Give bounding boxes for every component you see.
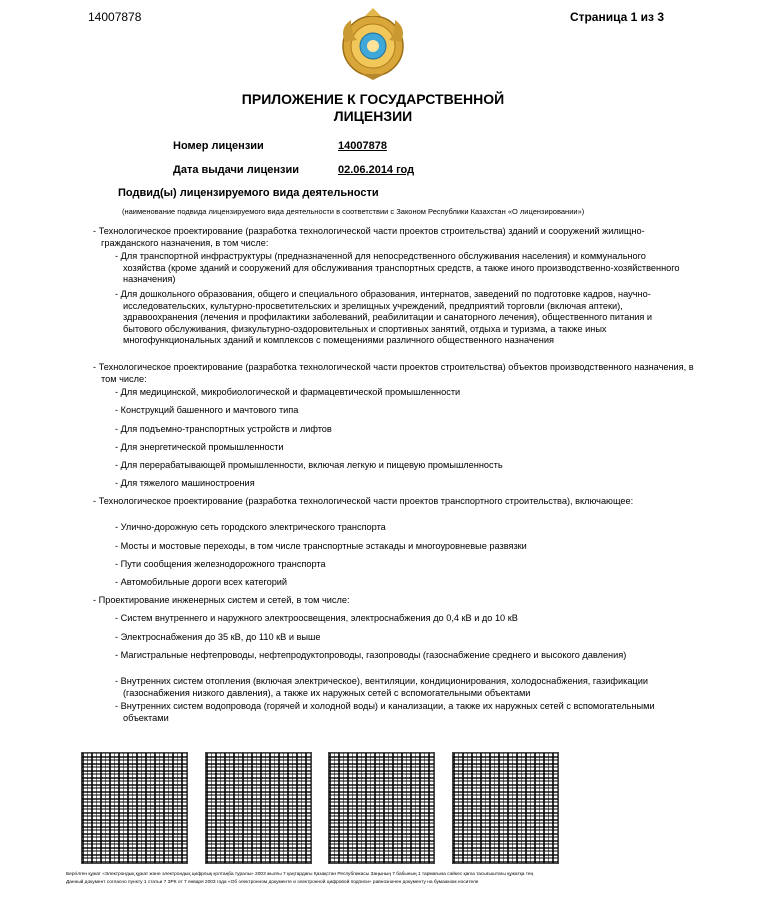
list-item: - Технологическое проектирование (разработка технологической части проектов строительства) объектов производственного назначения, в том числе: [93,362,694,384]
list-item: - Технологическое проектирование (разработка технологической части проектов строительства) зданий и сооружений жилищно-гражданского назначения, в том числе: [93,226,645,248]
list-item: - Технологическое проектирование (разработка технологической части проектов транспортного строительства), включающее: [93,496,634,506]
footer-line-russian: Данный документ согласно пункту 1 статьи 7 ЗРК от 7 января 2003 года «Об электронном документе и электронной цифровой подписи» равнозначен документу на бумажном носителе [66,880,479,885]
qr-code-icon [328,752,435,864]
list-item: - Проектирование инженерных систем и сетей, в том числе: [93,595,350,605]
list-item: - Внутренних систем отопления (включая электрическое), вентиляции, кондиционирования, холодоснабжения, газификации (газоснабжения низкого давления), а также их наружных сетей с вспомогательными объектами [115,676,648,698]
list-item: - Для медицинской, микробиологической и фармацевтической промышленности [115,387,461,397]
license-number-value: 14007878 [338,140,387,152]
qr-code-icon [452,752,559,864]
qr-code-icon [205,752,312,864]
list-item: - Улично-дорожную сеть городского электрического транспорта [115,522,386,532]
list-item: - Систем внутреннего и наружного электроосвещения, электроснабжения до 0,4 кВ и до 10 кВ [115,613,518,623]
title-line-1: ПРИЛОЖЕНИЕ К ГОСУДАРСТВЕННОЙ [241,91,505,107]
list-item: - Для транспортной инфраструктуры (предназначенной для непосредственного обслуживания населения) и коммунального хозяйства (кроме зданий и сооружений для обслуживания транспортных средств, а также иного производственно-хозяйственного назначения) [115,251,680,285]
license-number-label: Номер лицензии [173,140,264,152]
list-item: - Электроснабжения до 35 кВ, до 110 кВ и выше [115,632,321,642]
document-title [0,91,746,125]
list-item: - Для дошкольного образования, общего и специального образования, интернатов, заведений по подготовке кадров, научно-исследовательских, культурно-просветительских и зрелищных учреждений, предприятий торговли (включая аптеки), здравоохранения (лечения и профилактики заболеваний, реабилитации и санаторного лечения), общественного питания и бытового обслуживания, физкультурно-оздоровительных и спортивных занятий, отдыха и туризма, а также иных многофункциональных зданий и комплексов с помещениями различного общественного назначения [115,289,653,346]
issue-date-value: 02.06.2014 год [338,164,415,176]
list-item: - Для подъемно-транспортных устройств и лифтов [115,424,332,434]
title-line-2: ЛИЦЕНЗИИ [333,108,413,124]
list-item: - Конструкций башенного и мачтового типа [115,405,299,415]
issue-date-label: Дата выдачи лицензии [173,164,299,176]
subtypes-note: (наименование подвида лицензируемого вида деятельности в соответствии с Законом Республики Казахстан «О лицензировании») [122,207,585,216]
footer-line-kazakh: Бергілген құжат «Электрондық құжат және электрондық цифрлық қолтаңба туралы» 2003 жылғы 7 қаңтардағы Қазақстан Республикасы Заңының 7 бабының 1 тармағына сәйкес қағаз тасығыштағы құжатқа тең [66,872,534,877]
list-item: - Мосты и мостовые переходы, в том числе транспортные эстакады и многоуровневые развязки [115,541,527,551]
list-item: - Для перерабатывающей промышленности, включая легкую и пищевую промышленность [115,460,503,470]
page-indicator: Страница 1 из 3 [569,10,664,24]
qr-code-icon [81,752,188,864]
list-item: - Для энергетической промышленности [115,442,284,452]
document-number: 14007878 [88,10,142,24]
list-item: - Пути сообщения железнодорожного транспорта [115,559,326,569]
subtypes-heading: Подвид(ы) лицензируемого вида деятельности [118,187,379,199]
list-item: - Для тяжелого машиностроения [115,478,255,488]
kazakhstan-state-emblem-icon [335,6,411,82]
list-item: - Магистральные нефтепроводы, нефтепродуктопроводы, газопроводы (газоснабжение среднего и высокого давления) [115,650,627,660]
list-item: - Внутренних систем водопровода (горячей и холодной воды) и канализации, а также их наружных сетей с вспомогательными объектами [115,701,655,723]
list-item: - Автомобильные дороги всех категорий [115,577,288,587]
